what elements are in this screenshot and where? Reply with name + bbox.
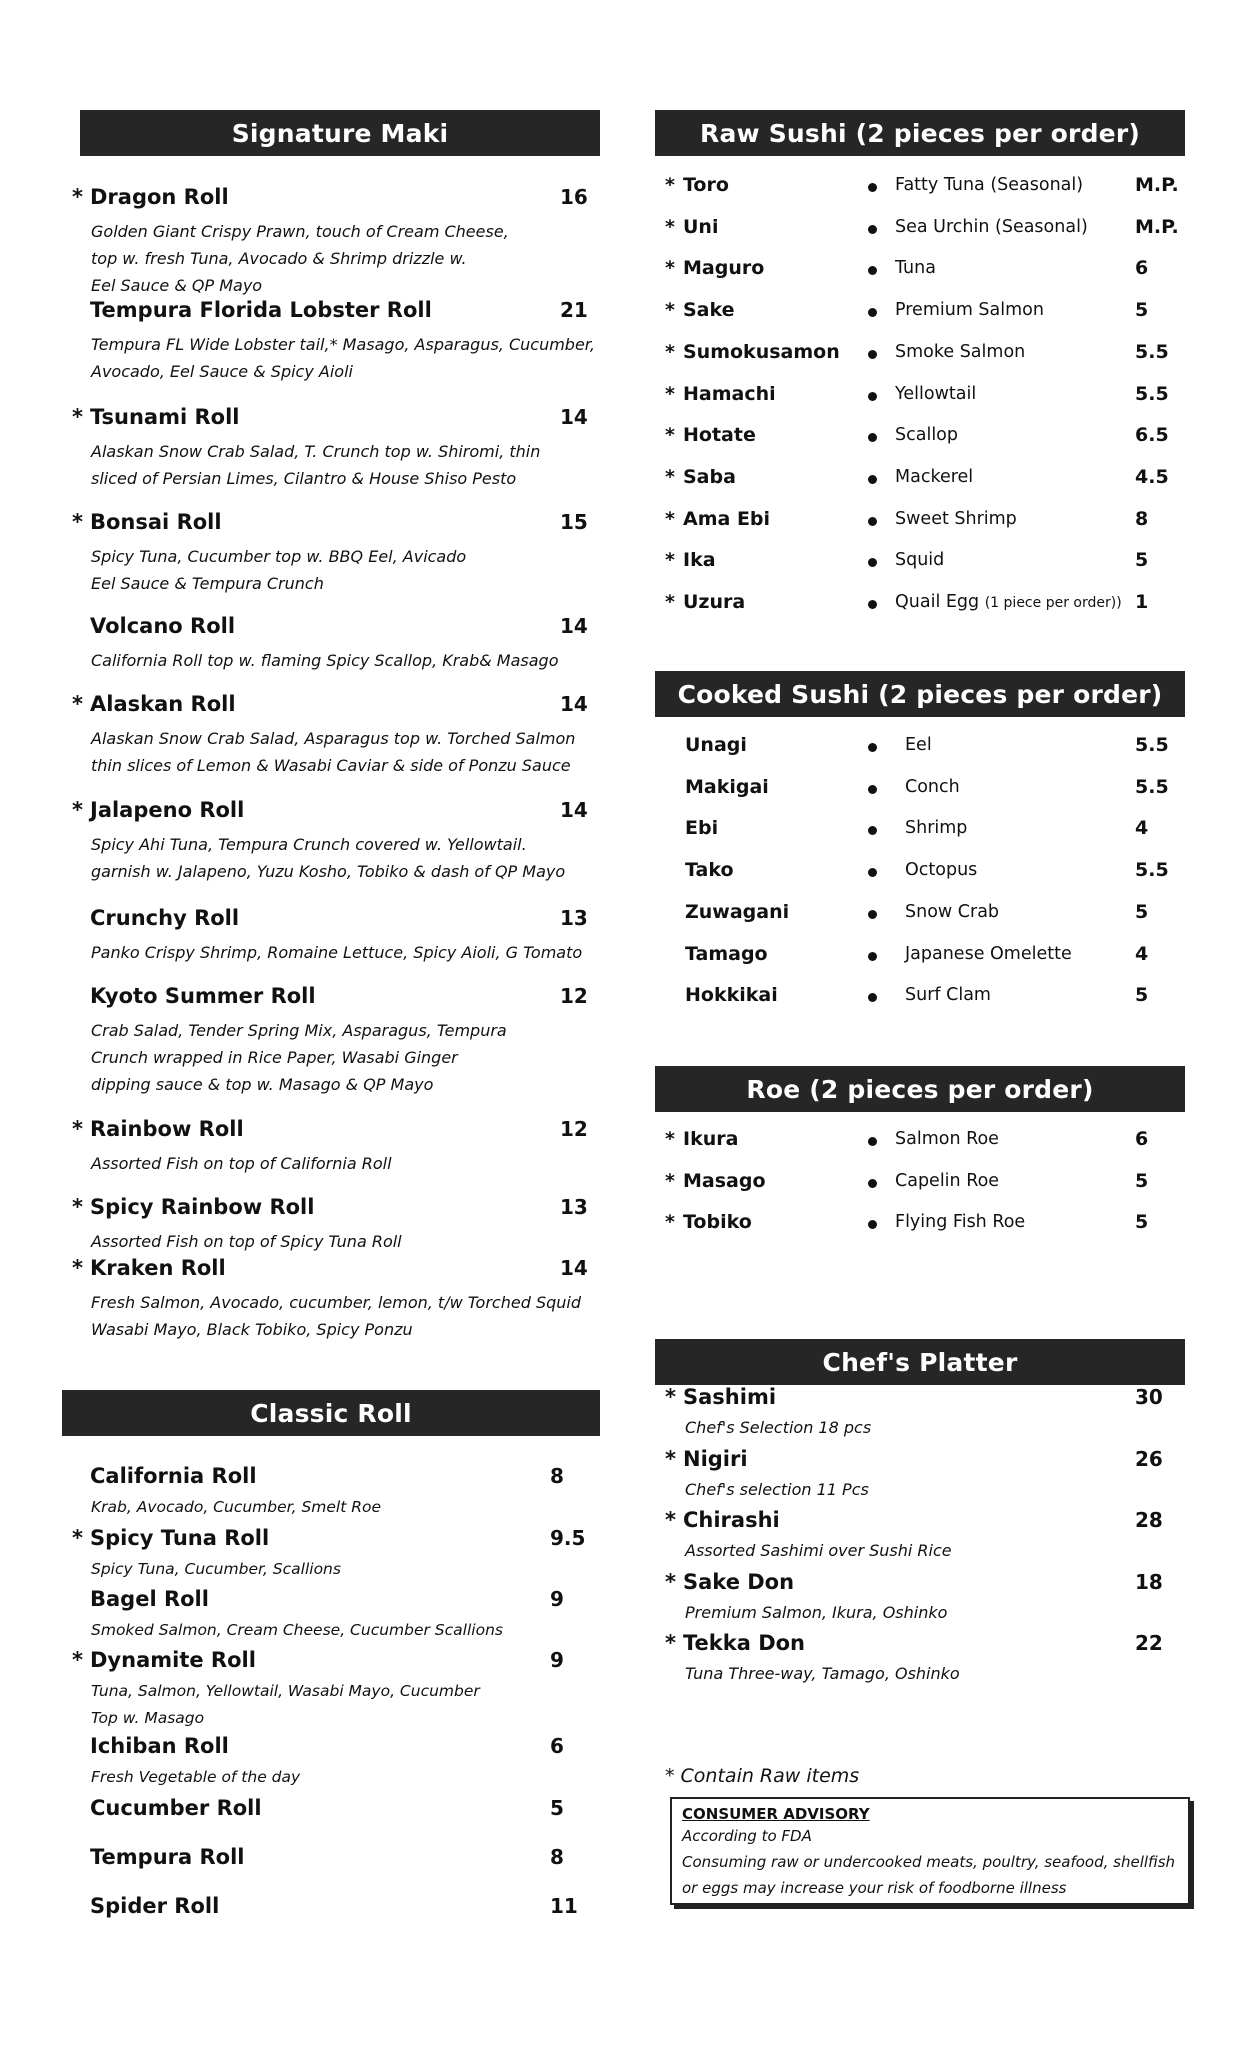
sushi-name-text: Ika (683, 549, 716, 572)
sushi-price: 5.5 (1135, 382, 1169, 405)
sushi-name (665, 1128, 738, 1150)
raw-marker: * (72, 1117, 83, 1141)
bullet-icon (868, 350, 877, 359)
cooked-sushi-header: Cooked Sushi (2 pieces per order) (655, 671, 1185, 717)
advisory-line: According to FDA (682, 1827, 812, 1845)
item-price: 12 (560, 1117, 588, 1141)
sushi-name-text: Ebi (685, 817, 719, 840)
sushi-english-text: Premium Salmon (895, 300, 1044, 321)
bullet-icon (868, 392, 877, 401)
chefs-platter-header: Chef's Platter (655, 1339, 1185, 1385)
sushi-english-name (895, 258, 936, 278)
sushi-price: 4 (1135, 817, 1149, 840)
item-name-text: Kyoto Summer Roll (90, 984, 316, 1008)
sushi-price: 5.5 (1135, 859, 1169, 882)
sushi-english-text: Smoke Salmon (895, 341, 1026, 362)
sushi-name (665, 424, 756, 446)
sushi-english-text: Flying Fish Roe (895, 1212, 1026, 1233)
platter-price: 22 (1135, 1631, 1163, 1655)
sushi-name-text: Ama Ebi (683, 507, 771, 530)
sushi-price: 4.5 (1135, 465, 1169, 488)
sushi-name (685, 901, 789, 923)
platter-price: 30 (1135, 1385, 1163, 1409)
item-description: Smoked Salmon, Cream Cheese, Cucumber Scallions (91, 1621, 503, 1639)
item-name-text: Kraken Roll (90, 1256, 226, 1280)
sushi-name-text: Ikura (683, 1128, 739, 1150)
sushi-english-name (895, 1129, 999, 1149)
sushi-english-name (895, 550, 944, 570)
raw-marker: * (665, 1446, 676, 1471)
item-price: 9 (550, 1587, 564, 1611)
sushi-row (655, 549, 1195, 579)
sushi-english-text: Fatty Tuna (Seasonal) (895, 175, 1084, 195)
raw-marker: * (665, 299, 675, 322)
item-description: Tempura FL Wide Lobster tail,* Masago, Asparagus, Cucumber, Avocado, Eel Sauce & Spicy Aioli (91, 335, 595, 381)
platter-name-text: Sake Don (683, 1569, 795, 1594)
sushi-row (655, 383, 1195, 413)
sushi-price: 6 (1135, 257, 1149, 280)
item-price: 13 (560, 1195, 588, 1219)
sushi-english-text: Eel (905, 735, 932, 755)
item-name (72, 1526, 269, 1550)
sushi-name (665, 1211, 752, 1233)
raw-marker: * (665, 174, 675, 196)
sushi-name (685, 776, 769, 798)
bullet-icon (868, 952, 877, 961)
item-name (72, 1796, 262, 1820)
bullet-icon (868, 743, 877, 752)
raw-marker: * (665, 1385, 676, 1409)
sushi-price: 5 (1135, 299, 1149, 322)
sushi-english-name (895, 217, 1088, 237)
sushi-name (685, 859, 734, 881)
sushi-english-text: Octopus (905, 860, 978, 881)
item-price: 8 (550, 1464, 564, 1488)
sushi-price: 5.5 (1135, 734, 1169, 756)
sushi-english-name (895, 509, 1017, 529)
item-description: Alaskan Snow Crab Salad, T. Crunch top w. Shiromi, thin sliced of Persian Limes, Cilantro & House Shiso Pesto (91, 442, 541, 488)
sushi-row (655, 734, 1195, 764)
item-price: 8 (550, 1845, 564, 1869)
sushi-english-name (895, 175, 1083, 195)
sushi-row (655, 1128, 1195, 1158)
item-name-text: Bagel Roll (90, 1587, 209, 1611)
sushi-name-text: Tobiko (683, 1211, 752, 1234)
item-description: California Roll top w. flaming Spicy Scallop, Krab& Masago (91, 651, 559, 670)
item-name-text: Spicy Tuna Roll (90, 1526, 270, 1550)
sushi-row (655, 1211, 1195, 1241)
item-name-text: Volcano Roll (90, 614, 236, 638)
sushi-name-text: Hokkikai (685, 984, 778, 1007)
raw-marker: * (72, 692, 83, 716)
sushi-price: M.P. (1135, 215, 1179, 238)
raw-marker: * (665, 1569, 676, 1594)
sushi-name (685, 817, 718, 839)
sushi-name (685, 943, 768, 965)
sushi-name (685, 984, 778, 1006)
raw-items-note: * Contain Raw items (665, 1765, 860, 1787)
bullet-icon (868, 1179, 877, 1188)
item-name-text: Rainbow Roll (90, 1117, 244, 1141)
sushi-row (655, 508, 1195, 538)
sushi-english-name (895, 425, 958, 445)
raw-marker: * (665, 1211, 675, 1234)
sushi-row (655, 299, 1195, 329)
bullet-icon (868, 785, 877, 794)
sushi-price: 6 (1135, 1128, 1149, 1150)
signature-maki-header: Signature Maki (80, 110, 600, 156)
item-price: 9 (550, 1648, 564, 1672)
raw-marker: * (72, 1256, 83, 1280)
raw-marker: * (665, 424, 675, 447)
sushi-name (665, 216, 718, 238)
bullet-icon (868, 225, 877, 234)
advisory-line: or eggs may increase your risk of foodborne illness (682, 1879, 1067, 1897)
item-name (72, 1894, 219, 1918)
item-name-text: Dragon Roll (90, 185, 229, 209)
bullet-icon (868, 475, 877, 484)
item-description: Assorted Fish on top of California Roll (91, 1154, 392, 1173)
sushi-price: 5.5 (1135, 775, 1169, 798)
sushi-name-text: Uni (683, 215, 719, 238)
item-price: 9.5 (550, 1526, 586, 1550)
raw-marker: * (665, 1631, 676, 1655)
item-description: Golden Giant Crispy Prawn, touch of Cream Cheese, top w. fresh Tuna, Avocado & Shrimp drizzle w. Eel Sauce & QP Mayo (91, 222, 509, 295)
sushi-row (655, 466, 1195, 496)
sushi-name-text: Makigai (685, 775, 769, 798)
sushi-price: 5 (1135, 900, 1149, 923)
raw-marker: * (665, 1508, 676, 1532)
item-name (72, 906, 239, 930)
sushi-row (655, 901, 1195, 931)
sushi-english-name (895, 384, 976, 404)
raw-marker: * (665, 507, 675, 530)
bullet-icon (868, 183, 877, 192)
classic-roll-header: Classic Roll (62, 1390, 600, 1436)
bullet-icon (868, 1137, 877, 1146)
sushi-english-text: Sweet Shrimp (895, 508, 1017, 529)
item-name-text: Bonsai Roll (90, 510, 222, 534)
sushi-name-text: Unagi (685, 734, 747, 756)
item-name (72, 510, 222, 534)
sushi-name (665, 549, 716, 571)
item-name (72, 1734, 229, 1758)
sushi-row (655, 859, 1195, 889)
item-name-text: Spicy Rainbow Roll (90, 1195, 315, 1219)
sushi-name (665, 299, 735, 321)
sushi-name-text: Zuwagani (685, 900, 790, 923)
sushi-row (655, 174, 1195, 204)
raw-marker: * (72, 405, 83, 429)
bullet-icon (868, 868, 877, 877)
item-name (72, 1464, 257, 1488)
item-name (72, 1845, 244, 1869)
raw-sushi-header: Raw Sushi (2 pieces per order) (655, 110, 1185, 156)
sushi-price: 5.5 (1135, 340, 1169, 363)
item-name-text: Tempura Roll (90, 1845, 245, 1869)
raw-marker: * (665, 257, 675, 280)
bullet-icon (868, 433, 877, 442)
platter-name (665, 1447, 748, 1471)
sushi-row (655, 776, 1195, 806)
raw-marker: * (72, 798, 83, 822)
sushi-english-name (905, 985, 991, 1005)
item-name (72, 1256, 226, 1280)
item-price: 11 (550, 1894, 578, 1918)
item-name (72, 984, 316, 1008)
item-name (72, 405, 240, 429)
advisory-title: CONSUMER ADVISORY (682, 1805, 870, 1823)
raw-marker: * (72, 1195, 83, 1219)
platter-description: Chef's Selection 18 pcs (685, 1418, 872, 1437)
platter-name-text: Tekka Don (683, 1631, 806, 1655)
bullet-icon (868, 993, 877, 1002)
bullet-icon (868, 910, 877, 919)
bullet-icon (868, 558, 877, 567)
item-price: 15 (560, 510, 588, 534)
sushi-row (655, 1170, 1195, 1200)
item-name (72, 798, 244, 822)
raw-marker: * (72, 1526, 83, 1550)
item-name-text: Jalapeno Roll (90, 798, 245, 822)
sushi-price: 8 (1135, 507, 1149, 530)
item-name (72, 1648, 256, 1672)
platter-price: 26 (1135, 1446, 1163, 1471)
platter-name (665, 1570, 794, 1594)
platter-description: Assorted Sashimi over Sushi Rice (685, 1541, 952, 1560)
item-description: Alaskan Snow Crab Salad, Asparagus top w. Torched Salmon thin slices of Lemon & Wasabi Caviar & side of Ponzu Sauce (91, 729, 576, 775)
platter-name-text: Nigiri (683, 1446, 748, 1471)
item-name-text: California Roll (90, 1464, 257, 1488)
sushi-english-text: Conch (905, 776, 960, 797)
sushi-english-text: Mackerel (895, 466, 974, 487)
item-description: Crab Salad, Tender Spring Mix, Asparagus, Tempura Crunch wrapped in Rice Paper, Wasabi Ginger dipping sauce & top w. Masago & QP Mayo (91, 1021, 507, 1094)
bullet-icon (868, 1220, 877, 1229)
platter-name (665, 1508, 780, 1532)
bullet-icon (868, 826, 877, 835)
raw-marker: * (72, 1648, 83, 1672)
item-name (72, 692, 236, 716)
item-price: 16 (560, 185, 588, 209)
item-description: Spicy Tuna, Cucumber top w. BBQ Eel, Avicado Eel Sauce & Tempura Crunch (91, 547, 467, 593)
sushi-name (665, 174, 729, 196)
item-price: 12 (560, 984, 588, 1008)
item-price: 5 (550, 1796, 564, 1820)
item-name-text: Ichiban Roll (90, 1734, 229, 1758)
sushi-price: 4 (1135, 942, 1149, 965)
item-name (72, 298, 432, 322)
sushi-english-text: Tuna (895, 258, 936, 279)
sushi-name-text: Toro (683, 174, 729, 196)
raw-marker: * (665, 340, 675, 363)
sushi-row (655, 341, 1195, 371)
sushi-english-name (895, 1212, 1025, 1232)
sushi-english-text: Snow Crab (905, 901, 1000, 922)
sushi-name (665, 466, 736, 488)
sushi-english-name (905, 860, 977, 880)
sushi-name (665, 1170, 766, 1192)
sushi-price: 5 (1135, 1211, 1149, 1234)
sushi-price: 5 (1135, 549, 1149, 572)
sushi-english-name (895, 1171, 999, 1191)
sushi-english-text: Salmon Roe (895, 1129, 999, 1149)
sushi-english-name (905, 818, 967, 838)
raw-marker: * (72, 185, 83, 209)
platter-price: 18 (1135, 1569, 1163, 1594)
platter-description: Chef's selection 11 Pcs (685, 1479, 869, 1499)
bullet-icon (868, 266, 877, 275)
sushi-english-name (905, 902, 999, 922)
item-price: 14 (560, 1256, 588, 1280)
sushi-english-name (895, 342, 1025, 362)
item-name (72, 1117, 244, 1141)
item-description: Spicy Tuna, Cucumber, Scallions (91, 1560, 341, 1578)
right-column (655, 0, 1195, 2048)
item-name (72, 185, 229, 209)
sushi-price: 5 (1135, 1169, 1149, 1192)
item-name-text: Spider Roll (90, 1894, 220, 1918)
platter-price: 28 (1135, 1508, 1163, 1532)
raw-marker: * (665, 549, 675, 572)
left-column (62, 0, 607, 2048)
raw-marker: * (665, 1128, 675, 1150)
sushi-name (665, 341, 840, 363)
sushi-name (665, 591, 745, 613)
item-name (72, 614, 235, 638)
sushi-english-text: Shrimp (905, 818, 968, 839)
raw-marker: * (665, 591, 675, 613)
sushi-name-text: Saba (683, 465, 736, 488)
sushi-name (685, 734, 747, 756)
sushi-row (655, 943, 1195, 973)
sushi-english-name (905, 944, 1072, 964)
consumer-advisory-box (670, 1797, 1190, 1905)
item-name-text: Tempura Florida Lobster Roll (90, 298, 432, 322)
sushi-english-name (895, 300, 1044, 320)
item-price: 14 (560, 614, 588, 638)
raw-marker: * (72, 510, 83, 534)
sushi-note: (1 piece per order)) (984, 595, 1122, 611)
bullet-icon (868, 308, 877, 317)
sushi-english-text: Capelin Roe (895, 1170, 1000, 1191)
item-name-text: Dynamite Roll (90, 1648, 256, 1672)
sushi-english-text: Scallop (895, 425, 958, 446)
platter-name-text: Chirashi (683, 1508, 780, 1532)
sushi-row (655, 817, 1195, 847)
sushi-price: M.P. (1135, 174, 1179, 196)
sushi-english-text: Japanese Omelette (905, 943, 1072, 964)
item-name (72, 1195, 314, 1219)
item-description: Assorted Fish on top of Spicy Tuna Roll (91, 1232, 402, 1251)
platter-description: Tuna Three-way, Tamago, Oshinko (685, 1664, 960, 1683)
sushi-name (665, 508, 770, 530)
sushi-price: 5 (1135, 984, 1149, 1007)
sushi-name-text: Hamachi (683, 382, 776, 405)
sushi-row (655, 257, 1195, 287)
sushi-name-text: Hotate (683, 424, 756, 447)
sushi-name (665, 257, 764, 279)
item-description: Fresh Vegetable of the day (91, 1768, 301, 1786)
bullet-icon (868, 517, 877, 526)
sushi-row (655, 591, 1195, 621)
sushi-row (655, 216, 1195, 246)
sushi-english-name (895, 592, 1122, 612)
raw-marker: * (665, 1169, 675, 1192)
sushi-english-text: Yellowtail (895, 383, 977, 404)
roe-header: Roe (2 pieces per order) (655, 1066, 1185, 1112)
item-description: Krab, Avocado, Cucumber, Smelt Roe (91, 1498, 382, 1516)
sushi-name-text: Masago (683, 1169, 766, 1192)
item-price: 13 (560, 906, 588, 930)
sushi-name-text: Sumokusamon (683, 340, 840, 363)
item-price: 21 (560, 298, 588, 322)
item-price: 6 (550, 1734, 564, 1758)
sushi-name-text: Tamago (685, 942, 768, 965)
sushi-name (665, 383, 776, 405)
sushi-name-text: Tako (685, 859, 734, 882)
sushi-name-text: Sake (683, 299, 735, 322)
advisory-line: Consuming raw or undercooked meats, poultry, seafood, shellfish (682, 1853, 1176, 1871)
item-price: 14 (560, 798, 588, 822)
item-name-text: Cucumber Roll (90, 1796, 262, 1820)
item-price: 14 (560, 692, 588, 716)
item-price: 14 (560, 405, 588, 429)
platter-name (665, 1631, 805, 1655)
sushi-row (655, 424, 1195, 454)
raw-marker: * (665, 465, 675, 488)
platter-description: Premium Salmon, Ikura, Oshinko (685, 1602, 948, 1622)
sushi-english-name (895, 467, 973, 487)
item-description: Fresh Salmon, Avocado, cucumber, lemon, t/w Torched Squid Wasabi Mayo, Black Tobiko, Spicy Ponzu (91, 1293, 581, 1339)
bullet-icon (868, 600, 877, 609)
sushi-name-text: Uzura (683, 591, 746, 613)
item-description: Panko Crispy Shrimp, Romaine Lettuce, Spicy Aioli, G Tomato (91, 943, 583, 962)
sushi-english-text: Quail Egg (895, 592, 985, 612)
platter-name (665, 1385, 776, 1409)
item-name (72, 1587, 209, 1611)
sushi-price: 6.5 (1135, 424, 1169, 447)
platter-name-text: Sashimi (683, 1385, 777, 1409)
sushi-english-text: Surf Clam (905, 985, 991, 1006)
item-name-text: Alaskan Roll (90, 692, 236, 716)
raw-marker: * (665, 215, 675, 238)
raw-marker: * (665, 382, 675, 405)
item-description: Tuna, Salmon, Yellowtail, Wasabi Mayo, Cucumber Top w. Masago (91, 1682, 480, 1727)
item-name-text: Tsunami Roll (90, 405, 240, 429)
sushi-row (655, 984, 1195, 1014)
sushi-english-name (905, 735, 932, 755)
sushi-english-text: Squid (895, 550, 945, 571)
sushi-english-name (905, 777, 960, 797)
sushi-name-text: Maguro (683, 257, 765, 280)
item-name-text: Crunchy Roll (90, 906, 240, 930)
item-description: Spicy Ahi Tuna, Tempura Crunch covered w. Yellowtail. garnish w. Jalapeno, Yuzu Kosho, Tobiko & dash of QP Mayo (91, 835, 566, 881)
sushi-price: 1 (1135, 591, 1149, 613)
sushi-english-text: Sea Urchin (Seasonal) (895, 216, 1088, 237)
